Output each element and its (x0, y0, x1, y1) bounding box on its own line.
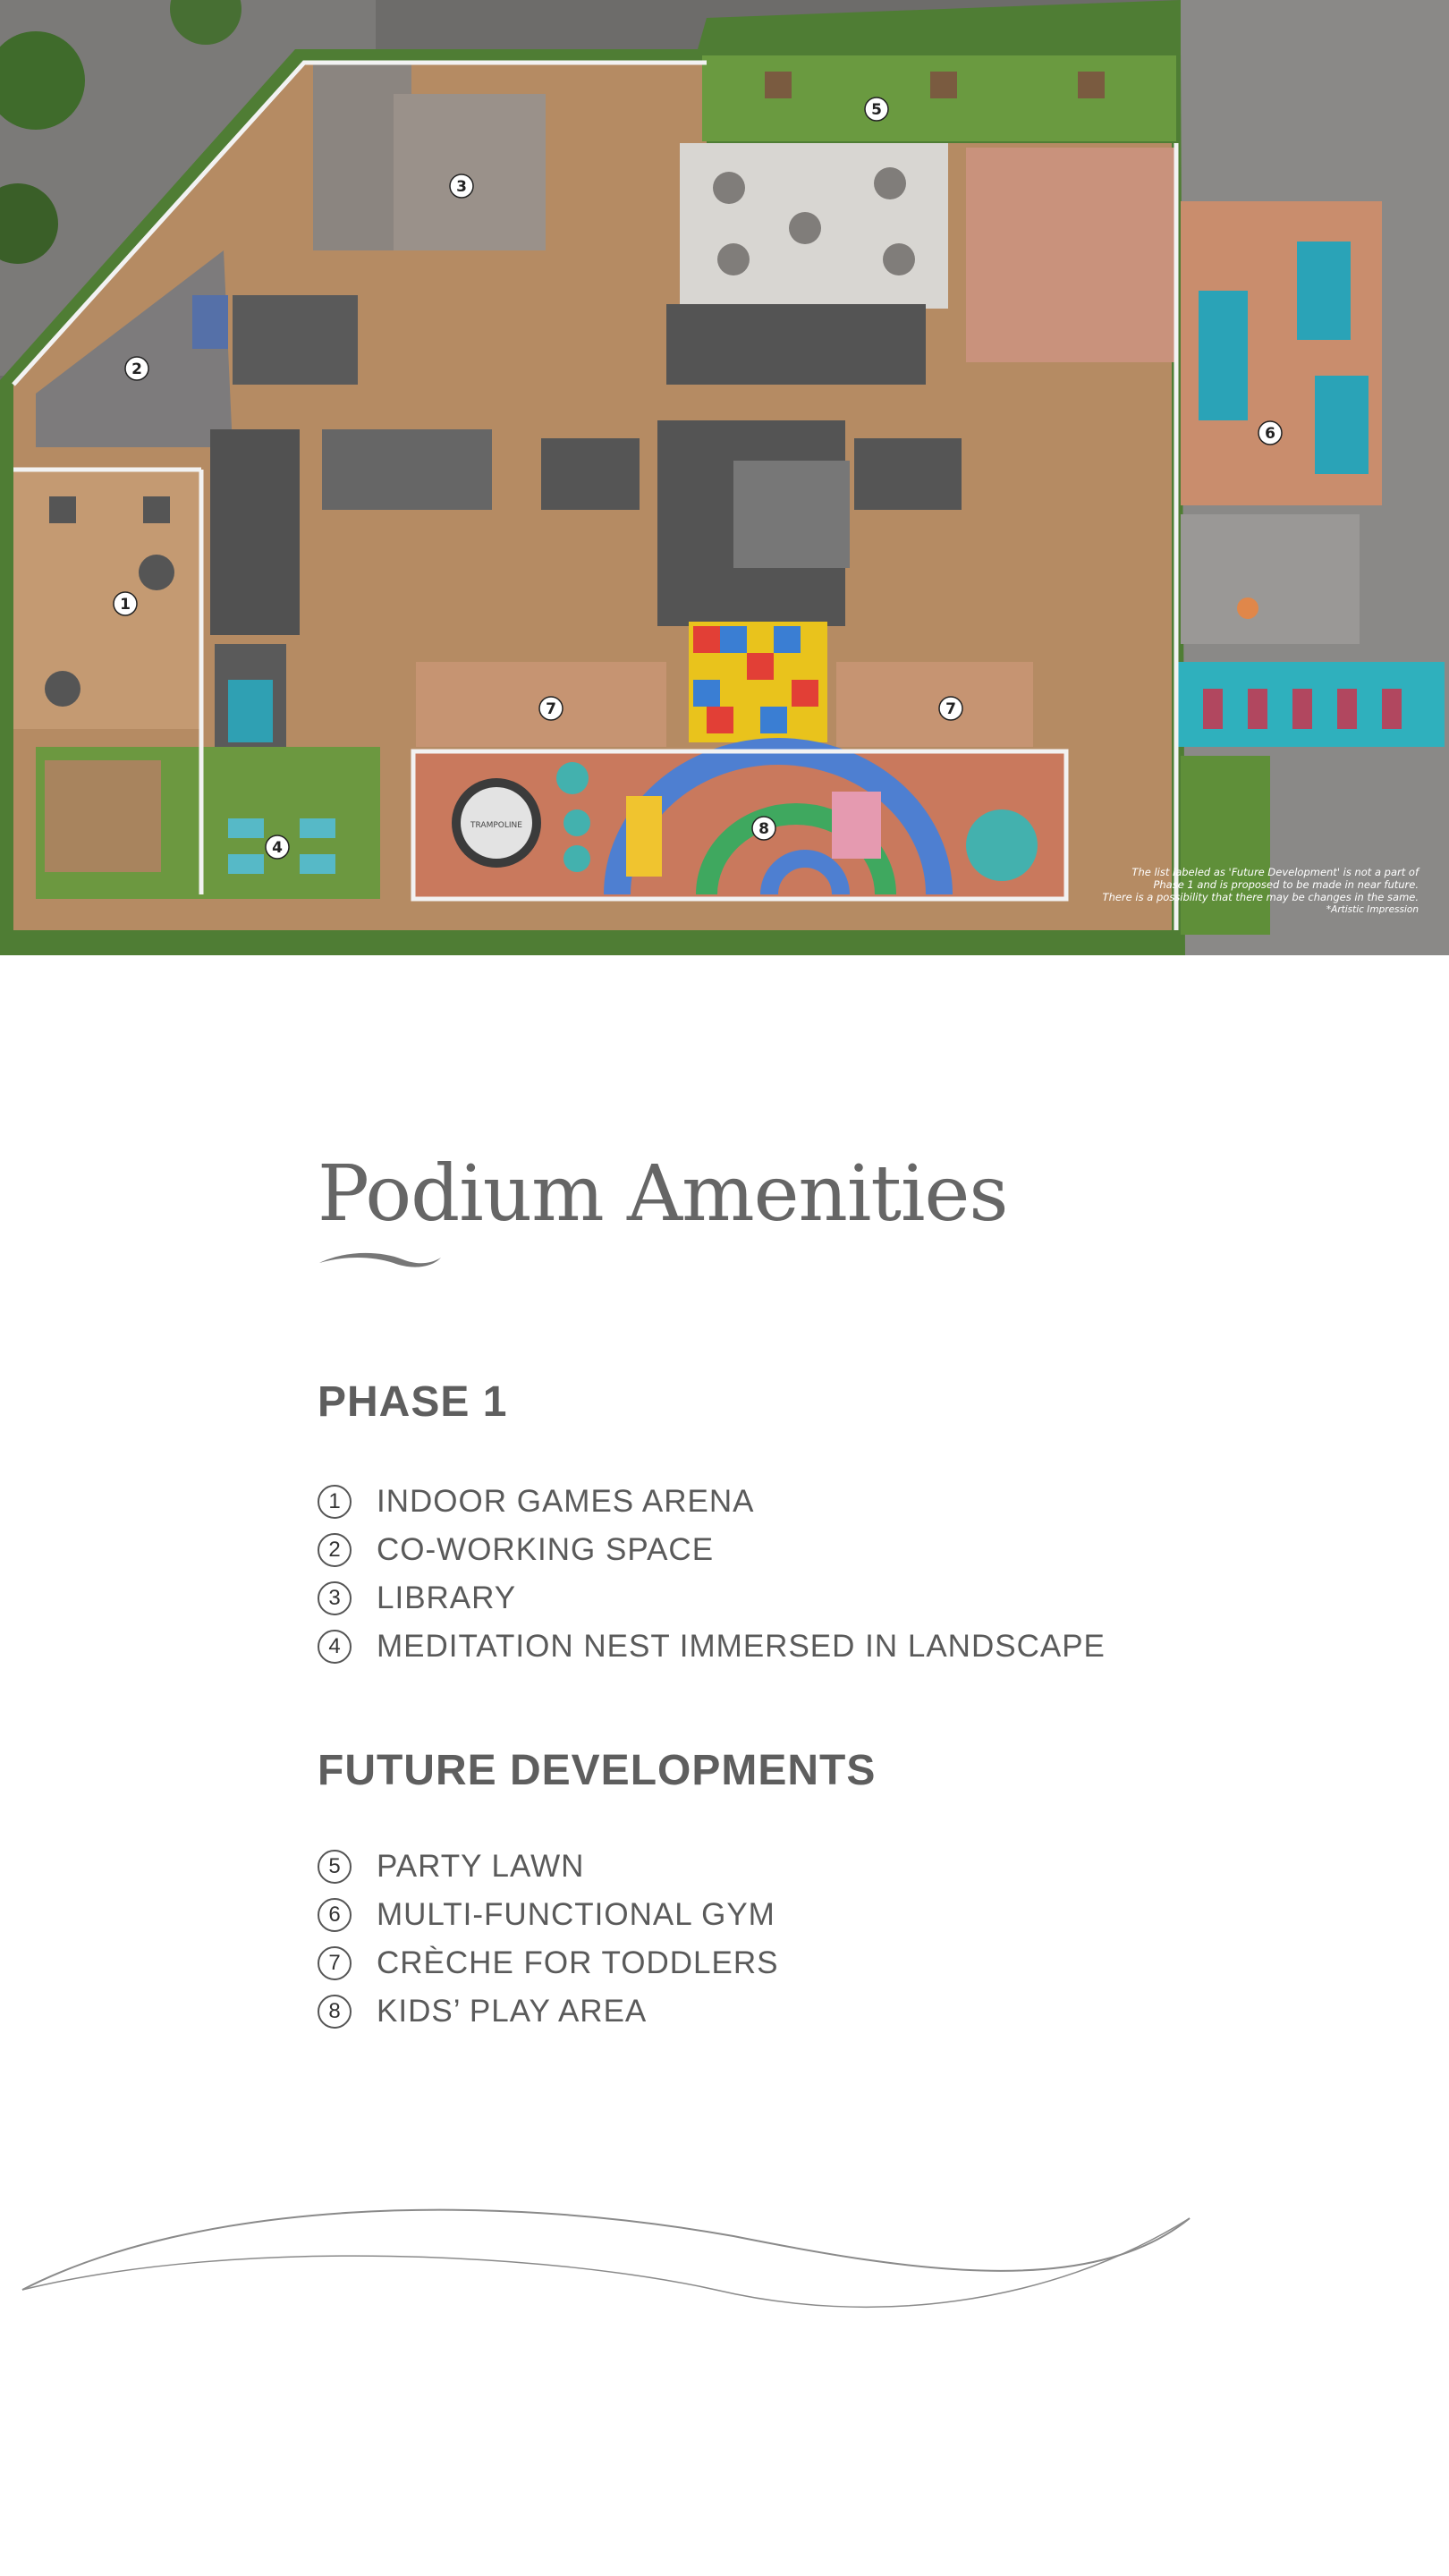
number-badge: 8 (318, 1995, 352, 2029)
number-badge: 7 (318, 1946, 352, 1980)
amenity-marker-1 (114, 592, 137, 615)
list-item (318, 1891, 778, 1939)
list-item (318, 1478, 1106, 1526)
disclaimer-line: There is a possibility that there may be changes in the same. (1102, 891, 1419, 903)
phase1-heading: PHASE 1 (318, 1378, 508, 1426)
svg-text:2: 2 (131, 360, 142, 378)
svg-text:7: 7 (945, 700, 956, 718)
future-amenity-list (318, 1843, 778, 2036)
floor-plan-drawing (0, 0, 1449, 955)
number-badge: 1 (318, 1485, 352, 1519)
list-item (318, 1987, 778, 2036)
svg-text:7: 7 (546, 700, 556, 718)
number-badge: 5 (318, 1850, 352, 1884)
amenity-label: MEDITATION NEST IMMERSED IN LANDSCAPE (377, 1629, 1106, 1664)
disclaimer-line: Phase 1 and is proposed to be made in near future. (1153, 878, 1419, 891)
list-item (318, 1843, 778, 1891)
list-item (318, 1939, 778, 1987)
list-item (318, 1526, 1106, 1574)
svg-text:6: 6 (1265, 425, 1275, 443)
bottom-swash-ornament (18, 2182, 1199, 2361)
amenity-marker-5 (865, 97, 888, 121)
number-badge: 3 (318, 1581, 352, 1615)
amenity-label: KIDS’ PLAY AREA (377, 1994, 648, 2029)
svg-text:5: 5 (871, 101, 882, 119)
amenity-marker-4 (266, 835, 289, 859)
amenity-marker-2 (125, 357, 148, 380)
trampoline-label: TRAMPOLINE (470, 821, 522, 830)
amenity-label: INDOOR GAMES ARENA (377, 1484, 755, 1519)
svg-text:8: 8 (758, 820, 769, 838)
amenity-marker-7b (939, 697, 962, 720)
number-badge: 2 (318, 1533, 352, 1567)
title-swash-ornament (318, 1247, 443, 1270)
amenity-label: MULTI-FUNCTIONAL GYM (377, 1897, 775, 1932)
phase1-amenity-list (318, 1478, 1106, 1671)
svg-text:1: 1 (120, 596, 131, 614)
future-developments-heading: FUTURE DEVELOPMENTS (318, 1747, 877, 1794)
amenity-label: PARTY LAWN (377, 1849, 585, 1884)
svg-text:4: 4 (272, 839, 283, 857)
amenity-marker-7a (539, 697, 563, 720)
number-badge: 6 (318, 1898, 352, 1932)
amenity-marker-8 (752, 817, 775, 840)
amenity-marker-3 (450, 174, 473, 198)
list-item (318, 1623, 1106, 1671)
number-badge: 4 (318, 1630, 352, 1664)
amenity-label: LIBRARY (377, 1580, 517, 1615)
amenity-marker-6 (1258, 421, 1282, 445)
list-item (318, 1574, 1106, 1623)
page-title: Podium Amenities (318, 1149, 1008, 1239)
disclaimer-line: The list labeled as 'Future Development' is not a part of (1131, 866, 1419, 878)
disclaimer-note (1043, 866, 1419, 916)
artistic-impression-note: *Artistic Impression (1326, 904, 1419, 915)
amenity-label: CRÈCHE FOR TODDLERS (377, 1945, 779, 1980)
amenity-label: CO-WORKING SPACE (377, 1532, 715, 1567)
svg-text:3: 3 (456, 178, 467, 196)
amenities-content (318, 1149, 1212, 2029)
podium-floor-plan (0, 0, 1449, 955)
